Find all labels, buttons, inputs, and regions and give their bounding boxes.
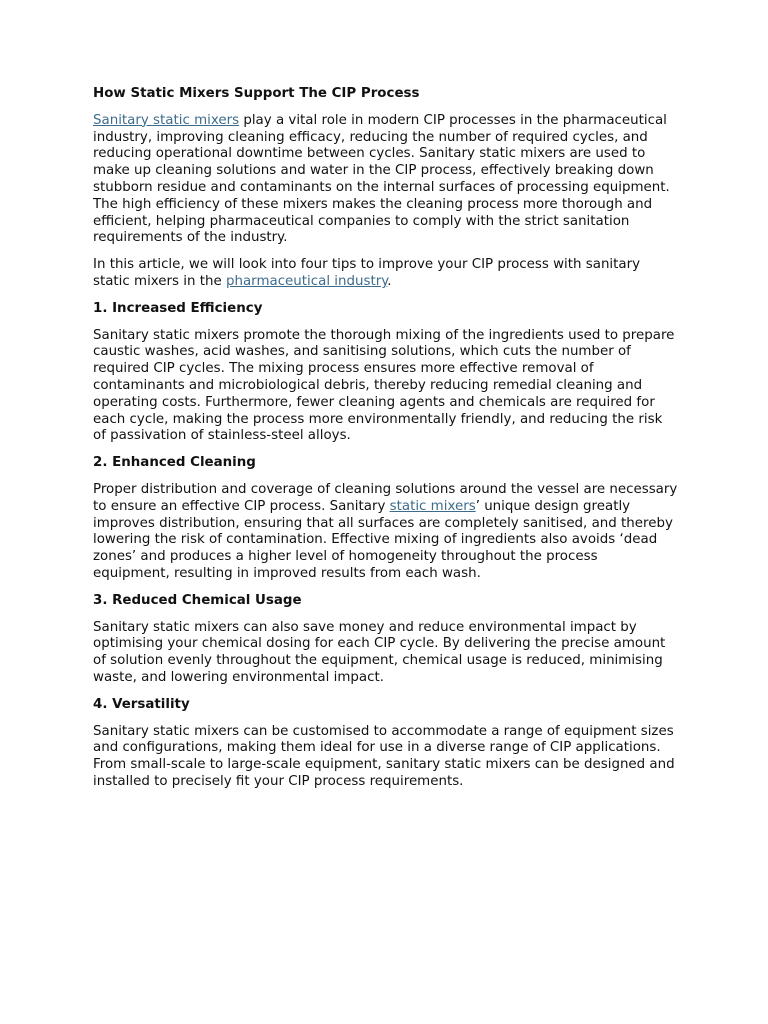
pharmaceutical-industry-link[interactable]: pharmaceutical industry — [225, 273, 388, 289]
lead-paragraph — [93, 257, 678, 291]
intro-text: play a vital role in modern CIP processes in the pharmaceutical industry, improving cleaning efficacy, reducing the number of required cycles, and reducing operational downtime between cycles. Sanitary static mixers are used to make up cleaning solutions and water in the CIP process, effectively breaking down stubborn residue and contaminants on the internal surfaces of processing equipment. The high efficiency of these mixers makes the cleaning process more thorough and efficient, helping pharmaceutical companies to comply with the strict sanitation requirements of the industry. — [93, 112, 670, 246]
section-heading-versatility: 4. Versatility — [93, 696, 190, 712]
intro-paragraph — [93, 113, 678, 247]
page-title: How Static Mixers Support The CIP Process — [93, 86, 420, 101]
section-body-cleaning — [93, 482, 678, 583]
section-heading-efficiency: 1. Increased Efficiency — [93, 300, 263, 316]
section-heading-chemical: 3. Reduced Chemical Usage — [93, 592, 302, 608]
cleaning-text-pre: Proper distribution and coverage of cleaning solutions around the vessel are necessary to ensure an effective CIP process. Sanitary — [93, 481, 678, 514]
lead-period: . — [387, 273, 392, 289]
section-body-efficiency: Sanitary static mixers promote the thorough mixing of the ingredients used to prepare caustic washes, acid washes, and sanitising solutions, which cuts the number of required CIP cycles. The mixing process ensures more effective removal of contaminants and microbiological debris, thereby reducing remedial cleaning and operating costs. Furthermore, fewer cleaning agents and chemicals are required for each cycle, making the process more environmentally friendly, and reducing the risk of passivation of stainless-steel alloys. — [93, 327, 675, 444]
cleaning-text-post: ’ unique design greatly improves distribution, ensuring that all surfaces are completely sanitised, and thereby lowering the risk of contamination. Effective mixing of ingredients also avoids ‘dead zones’ and produces a higher level of homogeneity throughout the process equipment, resulting in improved results from each wash. — [93, 498, 673, 581]
static-mixers-link[interactable]: static mixers — [389, 498, 476, 514]
section-heading-cleaning: 2. Enhanced Cleaning — [93, 455, 256, 471]
lead-text: In this article, we will look into four tips to improve your CIP process with sanitary static mixers in the — [93, 257, 641, 289]
section-body-chemical: Sanitary static mixers can also save money and reduce environmental impact by optimising your chemical dosing for each CIP cycle. By delivering the precise amount of solution evenly throughout the equipment, chemical usage is reduced, minimising waste, and lowering environmental impact. — [93, 619, 666, 685]
sanitary-static-mixers-link[interactable]: Sanitary static mixers — [93, 112, 240, 128]
section-body-versatility: Sanitary static mixers can be customised to accommodate a range of equipment sizes and configurations, making them ideal for use in a diverse range of CIP applications. From small-scale to large-scale equipment, sanitary static mixers can be designed and installed to precisely fit your CIP process requirements. — [93, 723, 675, 789]
article-body — [93, 86, 678, 801]
